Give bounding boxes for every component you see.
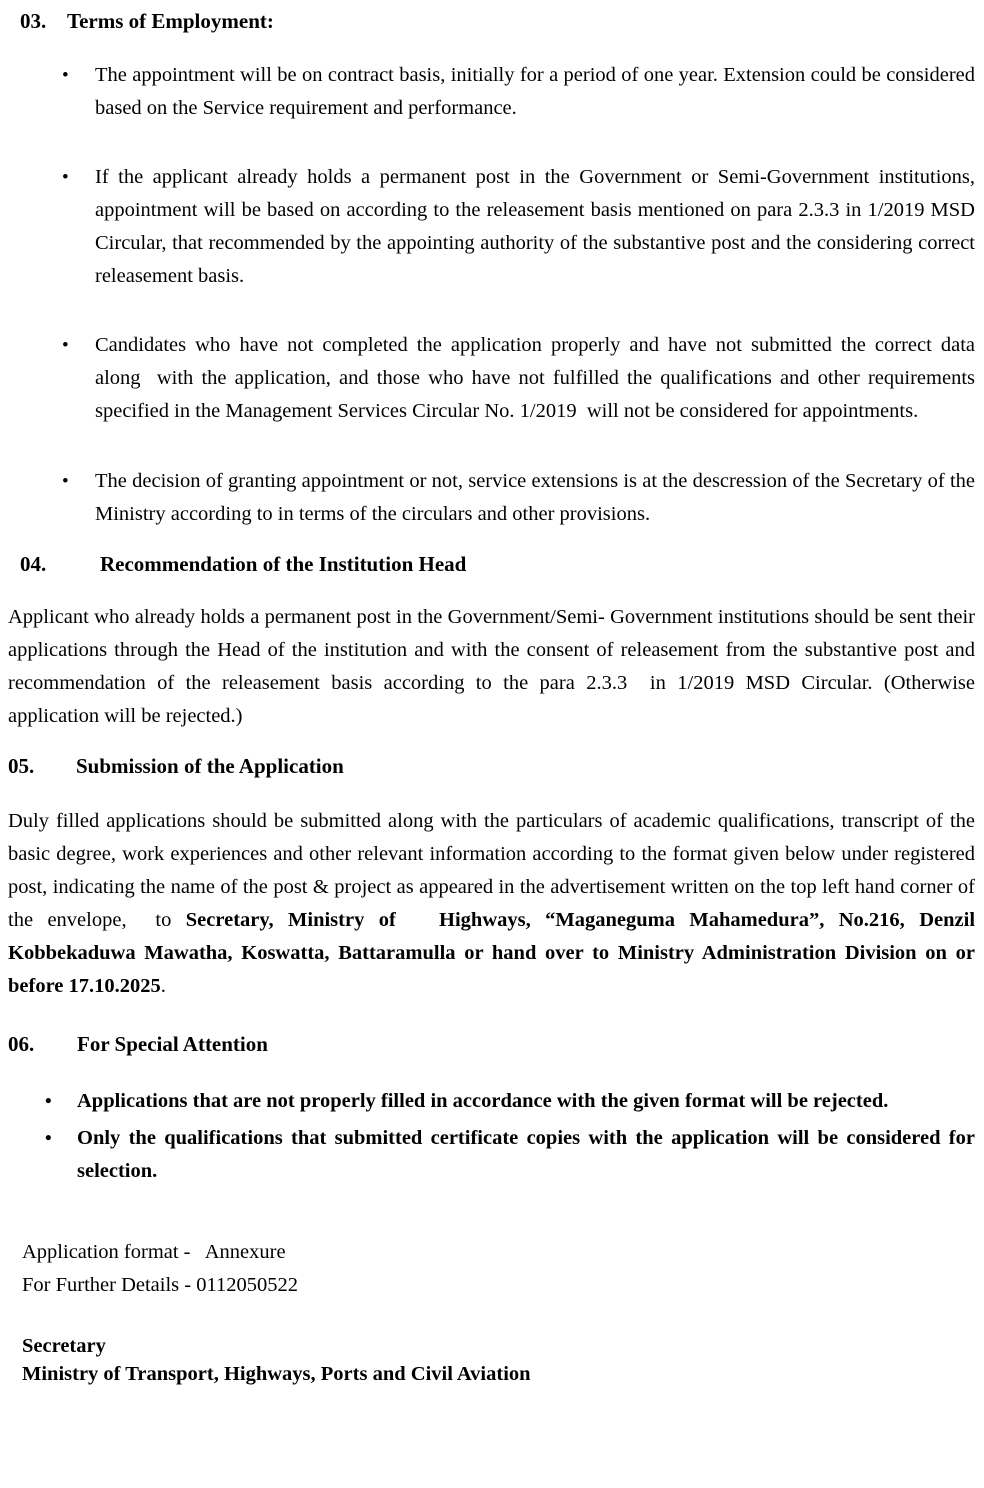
section-04-number: 04. [20, 552, 47, 576]
signatory-title: Secretary [22, 1335, 106, 1357]
section-04-paragraph: Applicant who already holds a permanent post in the Government/Semi- Government institutions should be sent their applications through the Head of the institution and with the consent of releasement from the substantive post and recommendation of the releasement basis according to the para 2.3.3 in 1/2019 MSD Circular. (Otherwise application will be rejected.) [8, 606, 975, 727]
section-05-paragraph [8, 805, 975, 1003]
section-06-heading [8, 1031, 975, 1057]
submission-address-text: Secretary, Ministry of Highways, “Maganeguma Mahamedura”, No.216, Denzil Kobbekaduwa Mawatha, Koswatta, Battaramulla or hand over to Ministry Administration Division on or before 17.10.2025 [8, 909, 976, 997]
section-03-number: 03. [20, 9, 47, 33]
bullet-text: The appointment will be on contract basis, initially for a period of one year. Extension could be considered based on the Service requirement and performance. [95, 64, 975, 119]
bullet-text: Candidates who have not completed the application properly and have not submitted the correct data along with the application, and those who have not fulfilled the qualifications and other requirements specified in the Management Services Circular No. 1/2019 will not be considered for appointments. [95, 334, 975, 422]
list-item [8, 59, 975, 125]
section-06-number: 06. [8, 1032, 35, 1056]
bullet-text: Only the qualifications that submitted certificate copies with the application will be considered for selection. [77, 1127, 975, 1182]
list-item [8, 465, 975, 531]
bullet-icon: • [45, 1128, 52, 1149]
section-03-bullet-list [8, 59, 975, 531]
bullet-text: Applications that are not properly filled in accordance with the given format will be rejected. [77, 1090, 889, 1112]
list-item [8, 1085, 975, 1118]
list-item [8, 329, 975, 428]
section-03-title: Terms of Employment: [67, 9, 274, 33]
section-05-title: Submission of the Application [76, 754, 344, 778]
section-04-heading [20, 551, 975, 577]
submission-instructions-text: Duly filled applications should be submitted along with the particulars of academic qualifications, transcript of the basic degree, work experiences and other relevant information according to the format given below under registered post, indicating the name of the post & project as appeared in the advertisement written on the top left hand corner of the envelope, to [8, 810, 975, 931]
section-05-number: 05. [8, 754, 35, 778]
list-item [8, 161, 975, 293]
bullet-text: The decision of granting appointment or not, service extensions is at the descression of the Secretary of the Ministry according to in terms of the circulars and other provisions. [95, 470, 975, 525]
bullet-text: If the applicant already holds a permanent post in the Government or Semi-Government institutions, appointment will be based on according to the releasement basis mentioned on para 2.3.3 in 1/2019 MSD Circular, that recommended by the appointing authority of the substantive post and the considering correct releasement basis. [95, 166, 975, 287]
section-04-title: Recommendation of the Institution Head [100, 552, 467, 576]
list-item [8, 1122, 975, 1188]
bullet-icon: • [62, 471, 69, 492]
submission-paragraph-tail: . [160, 975, 166, 997]
bullet-icon: • [62, 167, 69, 188]
bullet-icon: • [62, 65, 69, 86]
further-details-line: For Further Details - 0112050522 [22, 1274, 298, 1296]
signatory-ministry: Ministry of Transport, Highways, Ports and Civil Aviation [22, 1363, 531, 1385]
signature-block [22, 1332, 975, 1388]
section-06-title: For Special Attention [77, 1032, 268, 1056]
section-05-heading [8, 753, 975, 779]
bullet-icon: • [45, 1091, 52, 1112]
footer-details [22, 1236, 975, 1302]
section-03-heading [20, 8, 975, 34]
section-06-bullet-list [8, 1085, 975, 1188]
bullet-icon: • [62, 335, 69, 356]
application-format-line: Application format - Annexure [22, 1241, 286, 1263]
